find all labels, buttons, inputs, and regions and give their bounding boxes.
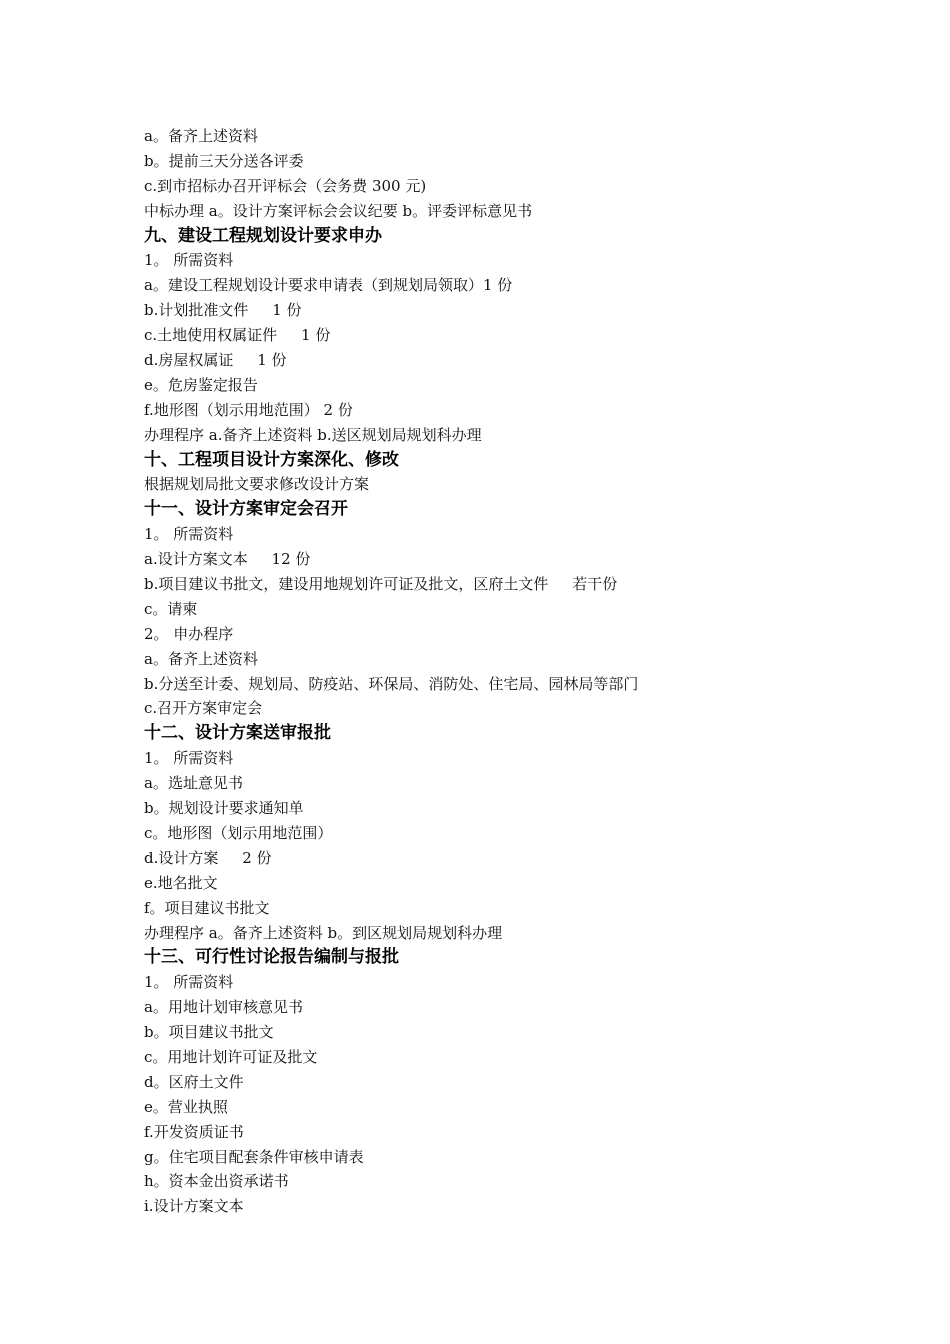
text-line: b.项目建议书批文，建设用地规划许可证及批文，区府土文件 若干份 (144, 575, 618, 594)
text-line: a.设计方案文本 12 份 (144, 550, 311, 569)
text-line: 中标办理 a。设计方案评标会会议纪要 b。评委评标意见书 (144, 201, 533, 220)
section-heading: 十、工程项目设计方案深化、修改 (144, 449, 399, 470)
section-heading: 十二、设计方案送审报批 (144, 723, 331, 744)
text-line: 1。 所需资料 (144, 749, 234, 768)
text-line: e。营业执照 (144, 1097, 228, 1116)
text-line: f.开发资质证书 (144, 1122, 244, 1141)
text-line: a。建设工程规划设计要求申请表（到规划局领取）1 份 (144, 276, 513, 295)
text-line: a。备齐上述资料 (144, 649, 258, 668)
text-line: e。危房鉴定报告 (144, 375, 258, 394)
section-heading: 十三、可行性讨论报告编制与报批 (144, 947, 399, 968)
section-heading: 十一、设计方案审定会召开 (144, 499, 348, 520)
text-line: b。项目建议书批文 (144, 1023, 274, 1042)
text-line: b。规划设计要求通知单 (144, 799, 304, 818)
text-line: 2。 申办程序 (144, 624, 234, 643)
text-line: e.地名批文 (144, 873, 218, 892)
text-line: d。区府土文件 (144, 1072, 244, 1091)
text-line: a。用地计划审核意见书 (144, 998, 303, 1017)
text-line: 根据规划局批文要求修改设计方案 (144, 475, 370, 494)
text-line: b。提前三天分送各评委 (144, 151, 304, 170)
text-line: h。资本金出资承诺书 (144, 1172, 289, 1191)
text-line: g。住宅项目配套条件审核申请表 (144, 1147, 364, 1166)
text-line: c。请柬 (144, 599, 198, 618)
text-line: c。地形图（划示用地范围） (144, 823, 333, 842)
text-line: 1。 所需资料 (144, 251, 234, 270)
text-line: 1。 所需资料 (144, 525, 234, 544)
text-line: f.地形图（划示用地范围） 2 份 (144, 400, 353, 419)
text-line: c.召开方案审定会 (144, 699, 263, 718)
text-line: d.房屋权属证 1 份 (144, 351, 287, 370)
text-line: a。备齐上述资料 (144, 127, 258, 145)
document-body (144, 124, 844, 1219)
text-line: 办理程序 a。备齐上述资料 b。到区规划局规划科办理 (144, 923, 503, 942)
text-line: c.土地使用权属证件 1 份 (144, 326, 331, 345)
text-line: f。项目建议书批文 (144, 898, 270, 917)
text-line: b.计划批准文件 1 份 (144, 301, 302, 320)
text-line: a。选址意见书 (144, 774, 243, 793)
text-line: c.到市招标办召开评标会（会务费 300 元) (144, 176, 427, 195)
text-line: b.分送至计委、规划局、防疫站、环保局、消防处、住宅局、园林局等部门 (144, 674, 639, 693)
section-heading: 九、建设工程规划设计要求申办 (144, 225, 382, 246)
text-line: c。用地计划许可证及批文 (144, 1047, 318, 1066)
text-line: 办理程序 a.备齐上述资料 b.送区规划局规划科办理 (144, 425, 482, 444)
text-line: 1。 所需资料 (144, 973, 234, 992)
text-line: d.设计方案 2 份 (144, 848, 272, 867)
text-line: i.设计方案文本 (144, 1197, 244, 1216)
